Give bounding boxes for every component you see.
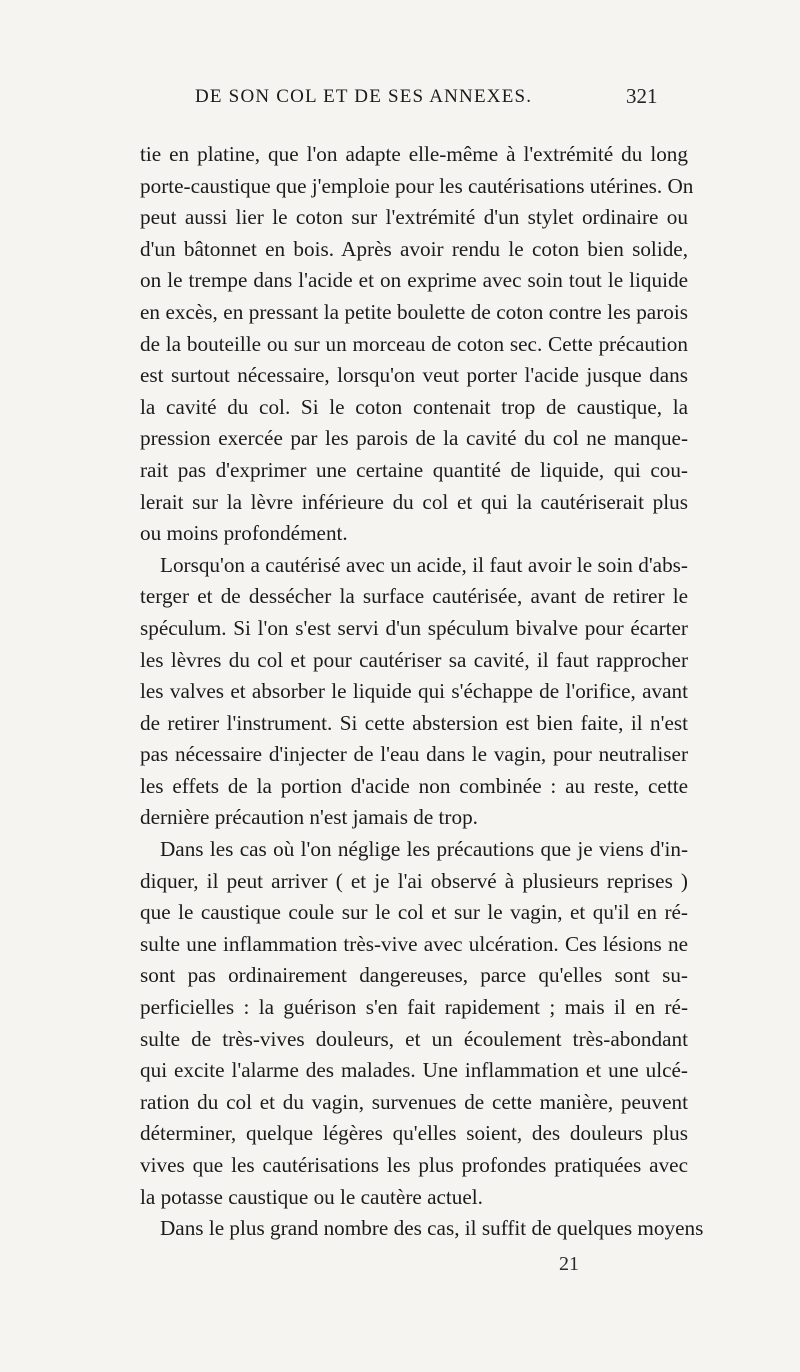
text-line: diquer, il peut arriver ( et je l'ai observé à plusieurs reprises ) bbox=[140, 868, 688, 893]
text-line: de retirer l'instrument. Si cette abstersion est bien faite, il n'est bbox=[140, 710, 688, 735]
text-line: tie en platine, que l'on adapte elle-même à l'extrémité du long bbox=[140, 142, 688, 166]
text-line: les lèvres du col et pour cautériser sa cavité, il faut rapprocher bbox=[140, 647, 688, 672]
text-line: Dans les cas où l'on néglige les précautions que je viens d'in- bbox=[160, 837, 688, 862]
running-title: DE SON COL ET DE SES ANNEXES. bbox=[195, 86, 533, 107]
text-line: sont pas ordinairement dangereuses, parce qu'elles sont su- bbox=[140, 963, 688, 988]
text-line: ration du col et du vagin, survenues de cette manière, peuvent bbox=[140, 1089, 688, 1114]
text-line: de la bouteille ou sur un morceau de coton sec. Cette précaution bbox=[140, 331, 688, 356]
text-line: d'un bâtonnet en bois. Après avoir rendu le coton bien solide, bbox=[140, 236, 688, 261]
text-line: spéculum. Si l'on s'est servi d'un spéculum bivalve pour écarter bbox=[140, 615, 688, 640]
text-line: dernière précaution n'est jamais de trop. bbox=[140, 805, 478, 830]
text-line: rait pas d'exprimer une certaine quantité de liquide, qui cou- bbox=[140, 457, 688, 482]
text-line: vives que les cautérisations les plus profondes pratiquées avec bbox=[140, 1153, 688, 1177]
page-number: 321 bbox=[626, 84, 658, 108]
text-line: ou moins profondément. bbox=[140, 521, 348, 546]
text-line: la potasse caustique ou le cautère actuel. bbox=[140, 1184, 483, 1209]
text-line: la cavité du col. Si le coton contenait trop de caustique, la bbox=[140, 394, 688, 419]
text-line: perficielles : la guérison s'en fait rapidement ; mais il en ré- bbox=[140, 995, 688, 1020]
text-line: porte-caustique que j'emploie pour les cautérisations utérines. On bbox=[140, 173, 694, 198]
text-line: terger et de dessécher la surface cautérisée, avant de retirer le bbox=[140, 584, 688, 609]
text-line: pression exercée par les parois de la cavité du col ne manque- bbox=[140, 426, 688, 451]
body-text bbox=[140, 139, 704, 1245]
text-line: peut aussi lier le coton sur l'extrémité d'un stylet ordinaire ou bbox=[140, 205, 688, 230]
text-line: est surtout nécessaire, lorsqu'on veut porter l'acide jusque dans bbox=[140, 363, 688, 388]
text-line: lerait sur la lèvre inférieure du col et qui la cautériserait plus bbox=[140, 489, 688, 514]
text-line: les valves et absorber le liquide qui s'échappe de l'orifice, avant bbox=[140, 679, 688, 704]
text-line: sulte une inflammation très-vive avec ulcération. Ces lésions ne bbox=[140, 931, 688, 956]
signature-mark: 21 bbox=[559, 1253, 579, 1275]
text-line: les effets de la portion d'acide non combinée : au reste, cette bbox=[140, 773, 688, 798]
text-line: on le trempe dans l'acide et on exprime avec soin tout le liquide bbox=[140, 268, 688, 293]
text-line: pas nécessaire d'injecter de l'eau dans le vagin, pour neutraliser bbox=[140, 742, 688, 767]
text-line: déterminer, quelque légères qu'elles soient, des douleurs plus bbox=[140, 1121, 688, 1146]
text-line: Lorsqu'on a cautérisé avec un acide, il faut avoir le soin d'abs- bbox=[160, 552, 688, 577]
text-line: sulte de très-vives douleurs, et un écoulement très-abondant bbox=[140, 1026, 688, 1051]
text-line: que le caustique coule sur le col et sur le vagin, et qu'il en ré- bbox=[140, 900, 688, 925]
text-line: en excès, en pressant la petite boulette de coton contre les parois bbox=[140, 299, 688, 324]
text-line: qui excite l'alarme des malades. Une inflammation et une ulcé- bbox=[140, 1058, 688, 1083]
text-line: Dans le plus grand nombre des cas, il suffit de quelques moyens bbox=[160, 1216, 704, 1241]
